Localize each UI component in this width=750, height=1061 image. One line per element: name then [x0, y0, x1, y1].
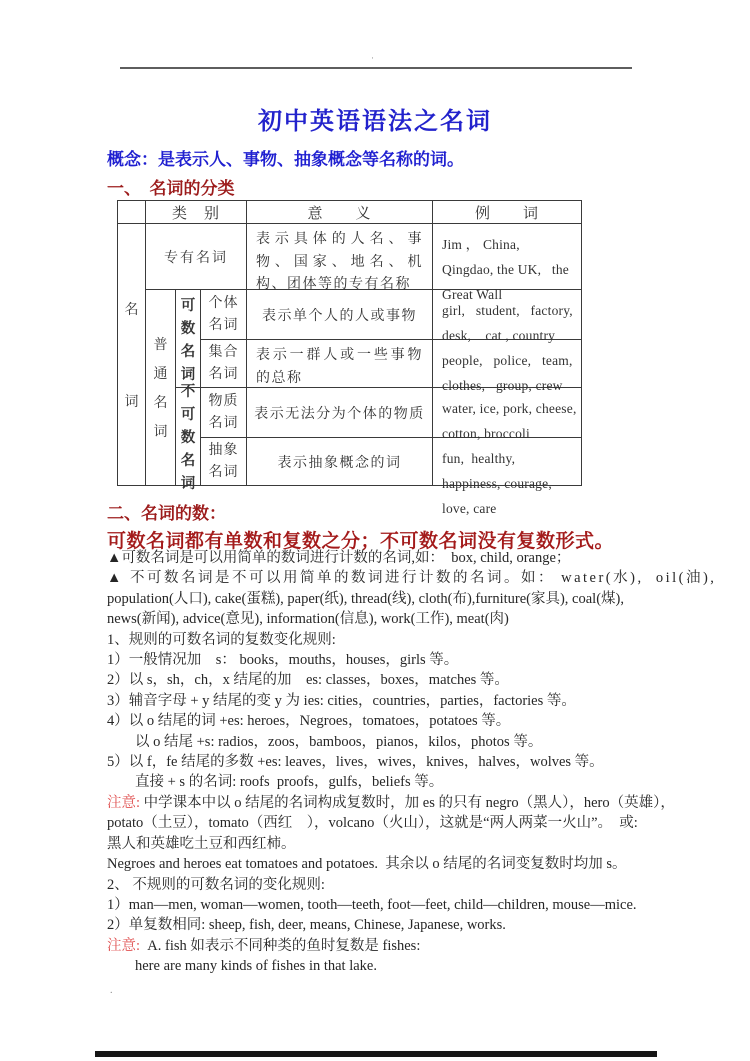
irregular-rule-1-line: 1）man—men, woman—women, tooth—teeth, foot—feet, child—children, mouse—mice.: [107, 896, 637, 913]
page-bottom-bar: [95, 1051, 657, 1057]
rule-2-line: 2）以 s，sh，ch，x 结尾的加 es: classes，boxes，matches 等。: [107, 672, 509, 689]
concept-statement: 概念：是表示人、事物、抽象概念等名称的词。: [107, 150, 464, 169]
notice-o-ending-text: 中学课本中以 o 结尾的名词构成复数时，加 es 的只有 negro（黑人），hero（英雄），: [140, 794, 675, 811]
collective-noun-examples: people, police, team, clothes, group, crew: [433, 340, 582, 388]
uncountable-examples-line-1: population(人口), cake(蛋糕), paper(纸), thread(线), cloth(布),furniture(家具), coal(煤),: [107, 590, 624, 607]
notice-fish-text: A. fish 如表示不同种类的鱼时复数是 fishes:: [140, 937, 421, 954]
proper-noun-examples: Jim ， China, Qingdao, the UK, the Great Wall: [433, 224, 582, 290]
rule-5-line: 5）以 f，fe 结尾的多数 +es: leaves，lives，wives，knives，halves，wolves 等。: [107, 754, 604, 771]
abstract-noun-examples: fun, healthy, happiness, courage, love, care: [433, 438, 582, 486]
uncountable-examples-line-2: news(新闻), advice(意见), information(信息), work(工作), meat(肉): [107, 611, 509, 628]
abstract-noun-meaning: 表示抽象概念的词: [247, 438, 433, 486]
rule-1-line: 1）一般情况加 s： books，mouths，houses，girls 等。: [107, 652, 459, 669]
scan-artifact-dot-bottom: .: [110, 985, 113, 996]
body-text-block: [107, 548, 717, 977]
material-noun-cell: [201, 388, 247, 438]
countable-noun-vertical-label: 可 数 名 词: [176, 290, 201, 388]
table-header-examples: 例 词: [433, 201, 582, 224]
uncountable-noun-vertical-label: 不 可 数 名 词: [176, 388, 201, 486]
proper-noun-meaning: 表示具体的人名、事物、国家、地名、机构、团体等的专有名称: [247, 224, 433, 290]
collective-noun-cell: [201, 340, 247, 388]
section2-subheading: 可数名词都有单数和复数之分；不可数名词没有复数形式。: [107, 531, 615, 552]
rule-4-line: 4）以 o 结尾的词 +es: heroes，Negroes，tomatoes，potatoes 等。: [107, 713, 511, 730]
material-noun-examples: water, ice, pork, cheese, cotton, broccoli: [433, 388, 582, 438]
material-noun-label: 物质名词: [208, 393, 239, 431]
negroes-heroes-sentence: Negroes and heroes eat tomatoes and potatoes. 其余以 o 结尾的名词变复数时均加 s。: [107, 856, 627, 873]
table-header-blank-cell: [118, 201, 146, 224]
common-noun-vertical-label: 普 通 名 词: [146, 290, 176, 486]
abstract-noun-cell: [201, 438, 247, 486]
fish-example-sentence: here are many kinds of fishes in that lake.: [135, 958, 377, 975]
section1-heading: 一、 名词的分类: [107, 179, 235, 198]
countable-definition-line: ▲可数名词是可以用简单的数词进行计数的名词,如： box, child, orange；: [107, 550, 571, 566]
notice-o-ending-line-2: potato（土豆），tomato（西红 ），volcano（火山），这就是“两人两菜一火山”。 或:: [107, 815, 638, 832]
section2-heading: 二、名词的数：: [107, 504, 226, 523]
top-horizontal-rule: [120, 67, 632, 69]
collective-noun-meaning: 表示一群人或一些事物的总称: [247, 340, 433, 388]
table-header-category: 类 别: [146, 201, 247, 224]
notice-o-ending-line: [107, 793, 707, 813]
material-noun-meaning: 表示无法分为个体的物质: [247, 388, 433, 438]
individual-noun-label: 个体名词: [208, 295, 239, 333]
individual-noun-meaning: 表示单个人的人或事物: [247, 290, 433, 340]
uncountable-definition-line: ▲ 不可数名词是不可以用简单的数词进行计数的名词。如： water(水), oil(油),: [107, 570, 717, 587]
individual-noun-examples: girl, student, factory, desk, cat , country: [433, 290, 582, 340]
rule-5b-line: 直接 + s 的名词: roofs proofs，gulfs，beliefs 等。: [135, 774, 444, 791]
page-title: 初中英语语法之名词: [258, 109, 492, 135]
irregular-plural-rules-heading: 2、 不规则的可数名词的变化规则:: [107, 876, 325, 893]
notice-o-ending-line-3: 黑人和英雄吃土豆和西红柿。: [107, 835, 296, 852]
rule-3-line: 3）辅音字母 + y 结尾的变 y 为 ies: cities，countries，parties，factories 等。: [107, 692, 576, 709]
noun-vertical-label: 名 词: [118, 224, 146, 486]
table-header-meaning: 意 义: [247, 201, 433, 224]
abstract-noun-label: 抽象名词: [208, 442, 239, 480]
proper-noun-cell: 专有名词: [146, 224, 247, 290]
individual-noun-cell: [201, 290, 247, 340]
collective-noun-label: 集合名词: [208, 344, 239, 382]
irregular-rule-2-line: 2）单复数相同: sheep, fish, deer, means, Chinese, Japanese, works.: [107, 917, 506, 934]
notice-label: 注意:: [107, 794, 141, 811]
rule-4b-line: 以 o 结尾 +s: radios，zoos，bamboos，pianos，kilos，photos 等。: [135, 733, 543, 750]
notice-fish-line: [107, 936, 707, 956]
regular-plural-rules-heading: 1、规则的可数名词的复数变化规则:: [107, 631, 336, 648]
scan-artifact-dot-top: ·: [371, 53, 374, 63]
notice-label-2: 注意:: [107, 937, 141, 954]
